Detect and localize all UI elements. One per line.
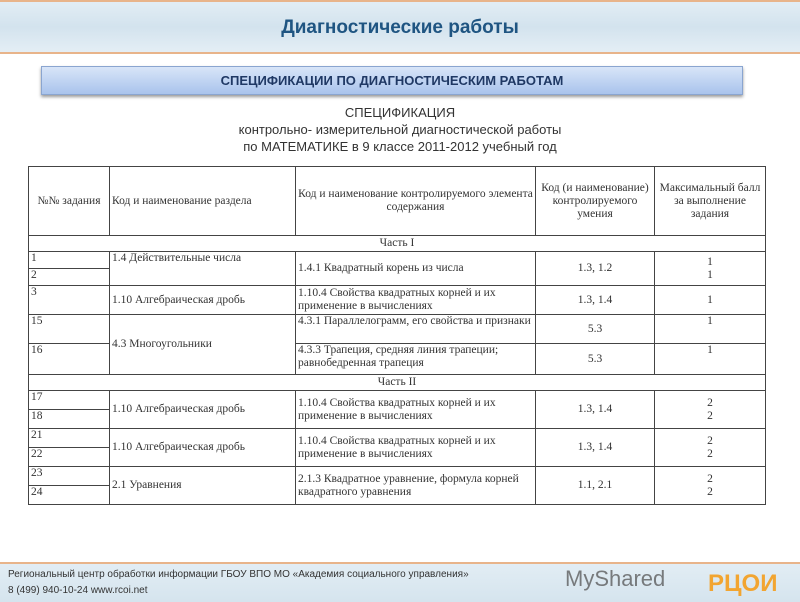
skill-code: 1.1, 2.1 bbox=[536, 467, 655, 505]
skill-code: 5.3 bbox=[536, 344, 655, 375]
table-row bbox=[29, 252, 766, 269]
specification-table bbox=[28, 166, 766, 505]
max-score bbox=[655, 429, 766, 467]
content-element: 1.10.4 Свойства квадратных корней и их применение в вычислениях bbox=[296, 429, 536, 467]
skill-code: 1.3, 1.4 bbox=[536, 391, 655, 429]
task-number: 3 bbox=[29, 286, 110, 315]
watermark: MyShared bbox=[565, 566, 666, 591]
col-header-max-score: Максимальный балл за выполнение задания bbox=[655, 167, 766, 236]
task-number: 1 bbox=[29, 252, 110, 269]
header-bar bbox=[0, 0, 800, 54]
content-element: 4.3.3 Трапеция, средняя линия трапеции; равнобедренная трапеция bbox=[296, 344, 536, 375]
section-name: 1.10 Алгебраическая дробь bbox=[110, 429, 296, 467]
max-score bbox=[655, 467, 766, 505]
table-row bbox=[29, 467, 766, 486]
col-header-element: Код и наименование контролируемого элемента содержания bbox=[296, 167, 536, 236]
spec-title bbox=[0, 104, 800, 155]
skill-code: 1.3, 1.2 bbox=[536, 252, 655, 286]
footer-contacts: 8 (499) 940-10-24 www.rcoi.net bbox=[8, 585, 148, 596]
footer bbox=[0, 562, 800, 602]
task-number: 18 bbox=[29, 410, 110, 429]
max-score-value: 2 bbox=[707, 447, 713, 460]
max-score bbox=[655, 391, 766, 429]
content-element: 2.1.3 Квадратное уравнение, формула корней квадратного уравнения bbox=[296, 467, 536, 505]
skill-code: 1.3, 1.4 bbox=[536, 429, 655, 467]
spec-line-3: по МАТЕМАТИКЕ в 9 классе 2011-2012 учебный год bbox=[243, 139, 557, 154]
table-row bbox=[29, 391, 766, 410]
section-name: 4.3 Многоугольники bbox=[110, 315, 296, 375]
col-header-number: №№ задания bbox=[29, 167, 110, 236]
table-row bbox=[29, 286, 766, 315]
page-title: Диагностические работы bbox=[281, 17, 519, 38]
task-number: 16 bbox=[29, 344, 110, 375]
max-score bbox=[655, 252, 766, 286]
task-number: 2 bbox=[29, 269, 110, 286]
section-name: 1.10 Алгебраическая дробь bbox=[110, 391, 296, 429]
max-score-value: 2 bbox=[707, 485, 713, 498]
section-name: 2.1 Уравнения bbox=[110, 467, 296, 505]
col-header-section: Код и наименование раздела bbox=[110, 167, 296, 236]
max-score: 1 bbox=[655, 344, 766, 375]
max-score bbox=[655, 286, 766, 315]
content-element: 1.10.4 Свойства квадратных корней и их применение в вычислениях bbox=[296, 391, 536, 429]
max-score-value: 2 bbox=[707, 472, 713, 485]
col-header-skill: Код (и наименование) контролируемого умения bbox=[536, 167, 655, 236]
skill-code: 5.3 bbox=[536, 315, 655, 344]
max-score-value: 1 bbox=[707, 293, 713, 306]
task-number: 15 bbox=[29, 315, 110, 344]
content-element: 1.10.4 Свойства квадратных корней и их применение в вычислениях bbox=[296, 286, 536, 315]
task-number: 21 bbox=[29, 429, 110, 448]
max-score-value: 2 bbox=[707, 409, 713, 422]
max-score-value: 2 bbox=[707, 396, 713, 409]
task-number: 24 bbox=[29, 486, 110, 505]
content-element: 4.3.1 Параллелограмм, его свойства и признаки bbox=[296, 315, 536, 344]
max-score-value: 1 bbox=[707, 255, 713, 268]
task-number: 17 bbox=[29, 391, 110, 410]
spec-line-1: СПЕЦИФИКАЦИЯ bbox=[344, 105, 456, 120]
task-number: 22 bbox=[29, 448, 110, 467]
part-title: Часть II bbox=[29, 375, 766, 391]
max-score: 1 bbox=[655, 315, 766, 344]
section-name: 1.4 Действительные числа bbox=[110, 252, 296, 286]
section-name: 1.10 Алгебраическая дробь bbox=[110, 286, 296, 315]
table-row bbox=[29, 429, 766, 448]
table-row bbox=[29, 315, 766, 344]
content-element: 1.4.1 Квадратный корень из числа bbox=[296, 252, 536, 286]
max-score-value: 2 bbox=[707, 434, 713, 447]
max-score-value: 1 bbox=[707, 268, 713, 281]
spec-line-2: контрольно- измерительной диагностической работы bbox=[238, 122, 562, 137]
part-title: Часть I bbox=[29, 236, 766, 252]
footer-org: Региональный центр обработки информации ГБОУ ВПО МО «Академия социального управления» bbox=[8, 569, 469, 580]
rcoi-logo: РЦОИ bbox=[708, 570, 778, 597]
skill-code: 1.3, 1.4 bbox=[536, 286, 655, 315]
task-number: 23 bbox=[29, 467, 110, 486]
section-banner: СПЕЦИФИКАЦИИ ПО ДИАГНОСТИЧЕСКИМ РАБОТАМ bbox=[41, 66, 743, 95]
